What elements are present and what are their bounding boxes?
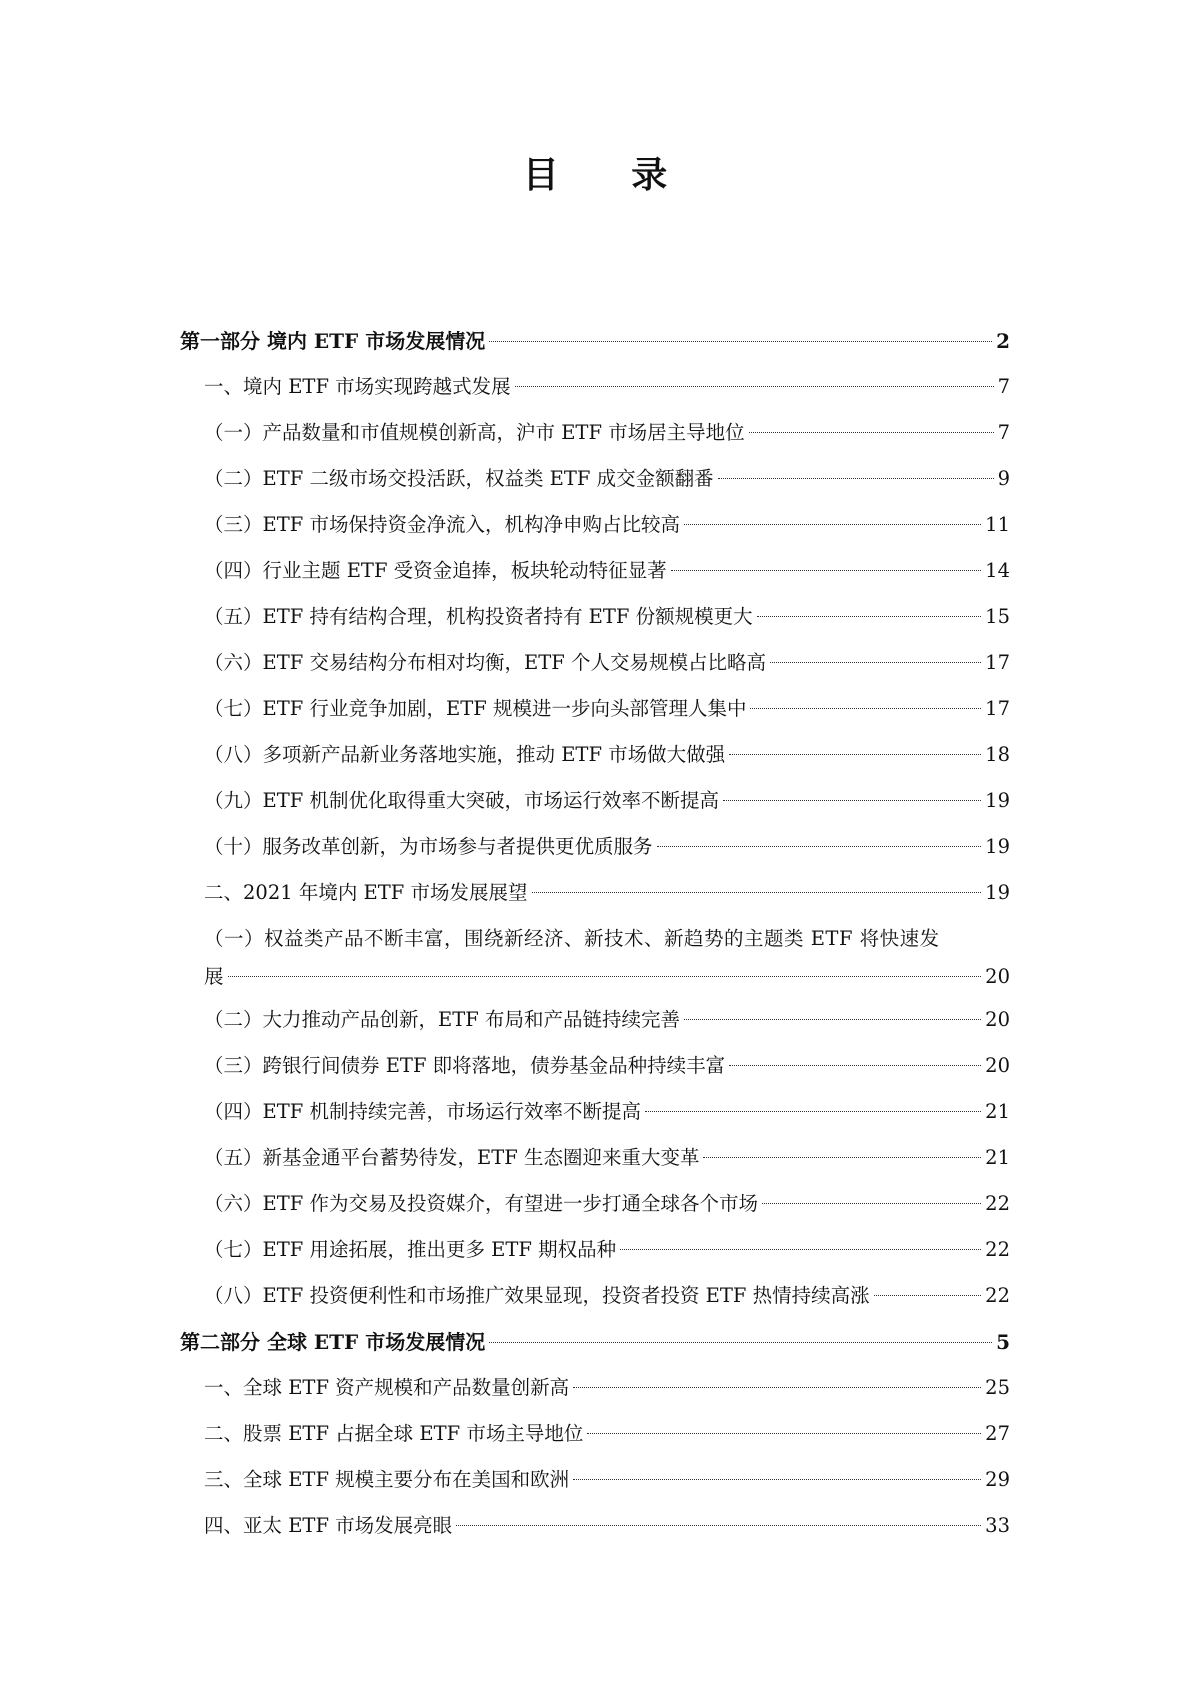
toc-page-number: 20	[985, 1008, 1010, 1031]
dot-leader	[750, 708, 981, 709]
dot-leader	[718, 478, 994, 479]
toc-page-number: 27	[985, 1422, 1010, 1445]
dot-leader	[532, 892, 982, 893]
toc-page-number: 18	[985, 743, 1010, 766]
toc-page-number: 7	[997, 421, 1010, 444]
dot-leader	[749, 432, 994, 433]
dot-leader	[645, 1111, 981, 1112]
toc-entry-label: （九）ETF 机制优化取得重大突破，市场运行效率不断提高	[204, 789, 719, 812]
toc-part-heading[interactable]	[180, 1319, 1010, 1365]
dot-leader	[228, 976, 982, 977]
dot-leader	[489, 1342, 992, 1343]
dot-leader	[703, 1157, 981, 1158]
toc-page-number: 19	[985, 835, 1010, 858]
toc-entry-label: （一）产品数量和市值规模创新高，沪市 ETF 市场居主导地位	[204, 421, 745, 444]
toc-entry[interactable]	[180, 640, 1010, 686]
toc-page-number: 7	[997, 375, 1010, 398]
toc-entry-label: （八）ETF 投资便利性和市场推广效果显现，投资者投资 ETF 热情持续高涨	[204, 1284, 870, 1307]
toc-page-number: 14	[985, 559, 1010, 582]
toc-entry-label: 第一部分 境内 ETF 市场发展情况	[180, 329, 486, 353]
dot-leader	[684, 1019, 981, 1020]
toc-entry-label: （二）ETF 二级市场交投活跃，权益类 ETF 成交金额翻番	[204, 467, 714, 490]
toc-page-number: 19	[985, 789, 1010, 812]
toc-page-number: 22	[985, 1238, 1010, 1261]
toc-entry-label: 二、股票 ETF 占据全球 ETF 市场主导地位	[204, 1422, 584, 1445]
toc-entry[interactable]	[180, 778, 1010, 824]
toc-entry[interactable]	[180, 456, 1010, 502]
toc-entry[interactable]	[180, 686, 1010, 732]
dot-leader	[762, 1203, 981, 1204]
toc-page-number: 19	[985, 881, 1010, 904]
toc-entry-label: （八）多项新产品新业务落地实施，推动 ETF 市场做大做强	[204, 743, 726, 766]
toc-entry-label: （四）行业主题 ETF 受资金追捧，板块轮动特征显著	[204, 559, 667, 582]
toc-entry-label: 一、全球 ETF 资产规模和产品数量创新高	[204, 1376, 570, 1399]
toc-entry-label: （二）大力推动产品创新，ETF 布局和产品链持续完善	[204, 1008, 680, 1031]
dot-leader	[515, 386, 994, 387]
toc-entry-label: （三）ETF 市场保持资金净流入，机构净申购占比较高	[204, 513, 680, 536]
toc-entry-label: （七）ETF 用途拓展，推出更多 ETF 期权品种	[204, 1238, 617, 1261]
toc-entry-label: 二、2021 年境内 ETF 市场发展展望	[204, 881, 528, 904]
toc-page-number: 22	[985, 1192, 1010, 1215]
toc-page-number: 17	[985, 651, 1010, 674]
toc-entry[interactable]	[180, 1181, 1010, 1227]
toc-page-number: 9	[997, 467, 1010, 490]
toc-entry[interactable]	[180, 1457, 1010, 1503]
toc-entry[interactable]	[180, 1043, 1010, 1089]
toc-page-number: 22	[985, 1284, 1010, 1307]
toc-entry-label: （四）ETF 机制持续完善，市场运行效率不断提高	[204, 1100, 641, 1123]
toc-entry[interactable]	[180, 548, 1010, 594]
toc-entry[interactable]	[180, 1227, 1010, 1273]
toc-entry-label: 四、亚太 ETF 市场发展亮眼	[204, 1514, 453, 1537]
dot-leader	[573, 1387, 981, 1388]
toc-entry[interactable]	[180, 1411, 1010, 1457]
toc-part-heading[interactable]	[180, 318, 1010, 364]
toc-page-number: 20	[985, 1054, 1010, 1077]
toc-entry-label: （六）ETF 交易结构分布相对均衡，ETF 个人交易规模占比略高	[204, 651, 766, 674]
dot-leader	[729, 1065, 981, 1066]
dot-leader	[587, 1433, 981, 1434]
dot-leader	[723, 800, 981, 801]
toc-entry[interactable]	[180, 594, 1010, 640]
table-of-contents	[180, 318, 1010, 1549]
toc-entry[interactable]	[180, 410, 1010, 456]
toc-entry[interactable]	[180, 824, 1010, 870]
toc-entry[interactable]	[180, 997, 1010, 1043]
toc-entry-label: （五）ETF 持有结构合理，机构投资者持有 ETF 份额规模更大	[204, 605, 753, 628]
toc-page-number: 33	[985, 1514, 1010, 1537]
toc-entry[interactable]	[180, 1273, 1010, 1319]
toc-page-number: 15	[985, 605, 1010, 628]
toc-entry-label: （六）ETF 作为交易及投资媒介，有望进一步打通全球各个市场	[204, 1192, 758, 1215]
toc-entry[interactable]	[180, 921, 1010, 997]
toc-page-number: 2	[996, 329, 1010, 353]
dot-leader	[757, 616, 982, 617]
toc-page-number: 20	[985, 965, 1010, 988]
toc-entry-label: （一）权益类产品不断丰富，围绕新经济、新技术、新趋势的主题类 ETF 将快速发	[204, 927, 940, 950]
toc-entry-label: （五）新基金通平台蓄势待发，ETF 生态圈迎来重大变革	[204, 1146, 700, 1169]
dot-leader	[620, 1249, 981, 1250]
dot-leader	[671, 570, 982, 571]
toc-entry[interactable]	[180, 364, 1010, 410]
toc-entry[interactable]	[180, 870, 1010, 916]
toc-page-number: 11	[985, 513, 1010, 536]
toc-page-number: 21	[985, 1100, 1010, 1123]
dot-leader	[729, 754, 981, 755]
dot-leader	[489, 341, 992, 342]
dot-leader	[874, 1295, 982, 1296]
toc-entry[interactable]	[180, 502, 1010, 548]
toc-page-number: 29	[985, 1468, 1010, 1491]
toc-entry-label: 第二部分 全球 ETF 市场发展情况	[180, 1330, 486, 1354]
toc-entry-label: （十）服务改革创新，为市场参与者提供更优质服务	[204, 835, 653, 858]
dot-leader	[684, 524, 981, 525]
dot-leader	[770, 662, 981, 663]
toc-entry[interactable]	[180, 1089, 1010, 1135]
toc-entry-label: 三、全球 ETF 规模主要分布在美国和欧洲	[204, 1468, 570, 1491]
toc-entry-label-continued: 展	[204, 965, 224, 988]
toc-entry-label: 一、境内 ETF 市场实现跨越式发展	[204, 375, 511, 398]
toc-page-number: 25	[985, 1376, 1010, 1399]
toc-page-number: 5	[996, 1330, 1010, 1354]
toc-entry-label: （三）跨银行间债券 ETF 即将落地，债券基金品种持续丰富	[204, 1054, 726, 1077]
toc-page-number: 17	[985, 697, 1010, 720]
toc-page-number: 21	[985, 1146, 1010, 1169]
toc-entry[interactable]	[180, 732, 1010, 778]
dot-leader	[657, 846, 982, 847]
dot-leader	[573, 1479, 981, 1480]
toc-entry-label: （七）ETF 行业竞争加剧，ETF 规模进一步向头部管理人集中	[204, 697, 747, 720]
toc-entry[interactable]	[180, 1365, 1010, 1411]
page-title: 目 录	[522, 154, 698, 196]
toc-entry[interactable]	[180, 1503, 1010, 1549]
toc-entry[interactable]	[180, 1135, 1010, 1181]
dot-leader	[456, 1525, 981, 1526]
